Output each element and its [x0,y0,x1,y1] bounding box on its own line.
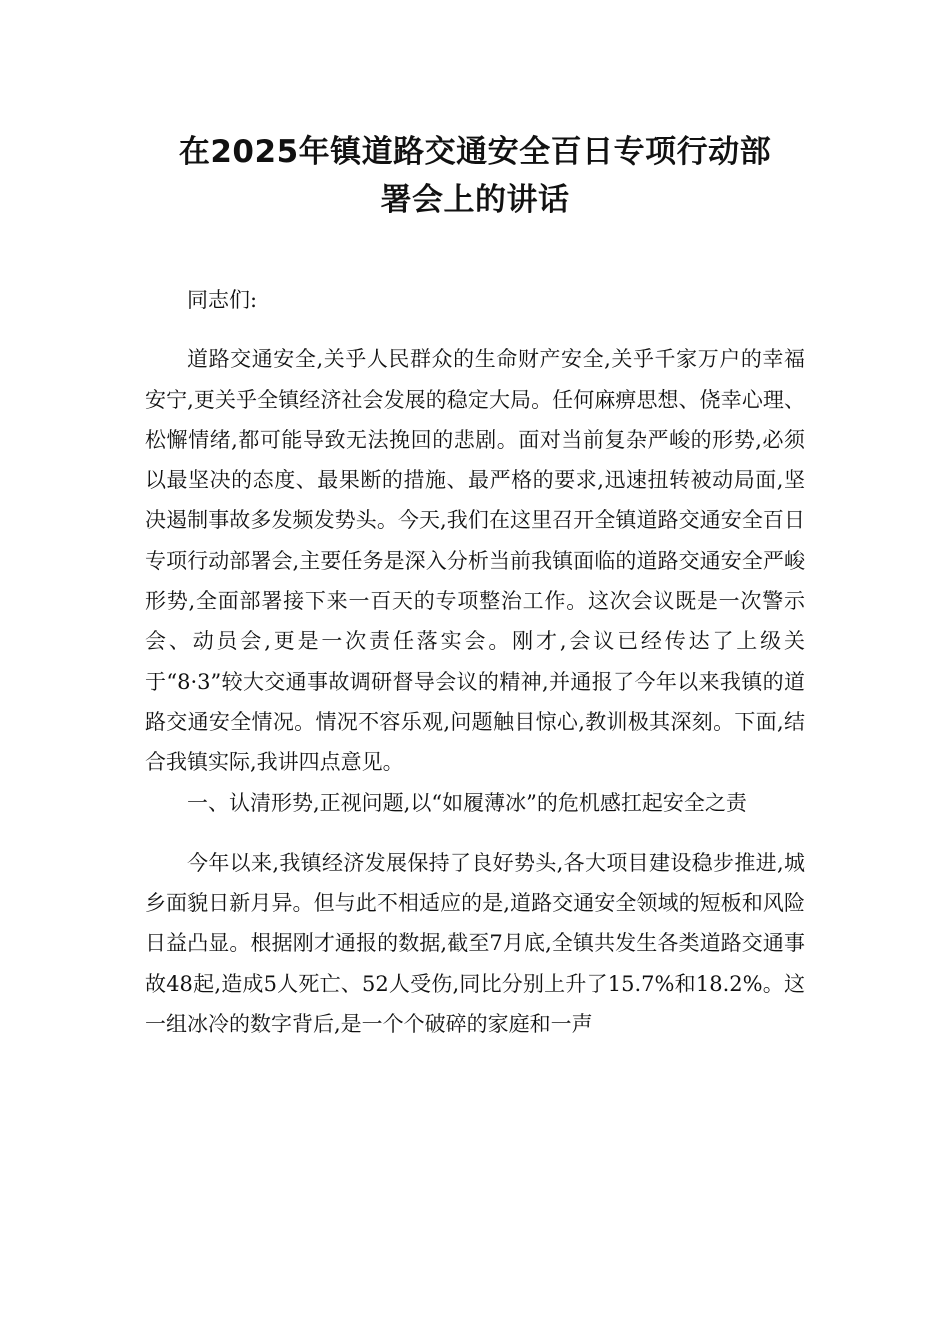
section-1-heading: 一、认清形势,正视问题,以“如履薄冰”的危机感扛起安全之责 [187,790,747,815]
intro-paragraph: 道路交通安全,关乎人民群众的生命财产安全,关乎千家万户的幸福安宁,更关乎全镇经济社会发展的稳定大局。任何麻痹思想、侥幸心理、松懈情绪,都可能导致无法挽回的悲剧。面对当前复杂严峻的形势,必须以最坚决的态度、最果断的措施、最严格的要求,迅速扭转被动局面,坚决遏制事故多发频发势头。今天,我们在这里召开全镇道路交通安全百日专项行动部署会,主要任务是深入分析当前我镇面临的道路交通安全严峻形势,全面部署接下来一百天的专项整治工作。这次会议既是一次警示会、动员会,更是一次责任落实会。刚才,会议已经传达了上级关于“8·3”较大交通事故调研督导会议的精神,并通报了今年以来我镇的道路交通安全情况。情况不容乐观,问题触目惊心,教训极其深刻。下面,结合我镇实际,我讲四点意见。 [145,347,805,775]
title-line-1: 在2025年镇道路交通安全百日专项行动部 [178,134,772,170]
salutation: 同志们: [187,288,258,312]
title-line-2: 署会上的讲话 [380,182,570,218]
section-1-paragraph: 今年以来,我镇经济发展保持了良好势头,各大项目建设稳步推进,城乡面貌日新月异。但与此不相适应的是,道路交通安全领域的短板和风险日益凸显。根据刚才通报的数据,截至7月底,全镇共发生各类道路交通事故48起,造成5人死亡、52人受伤,同比分别上升了15.7%和18.2%。这一组冰冷的数字背后,是一个个破碎的家庭和一声 [145,850,805,1037]
document-title [110,128,840,224]
document-body [145,280,805,1044]
